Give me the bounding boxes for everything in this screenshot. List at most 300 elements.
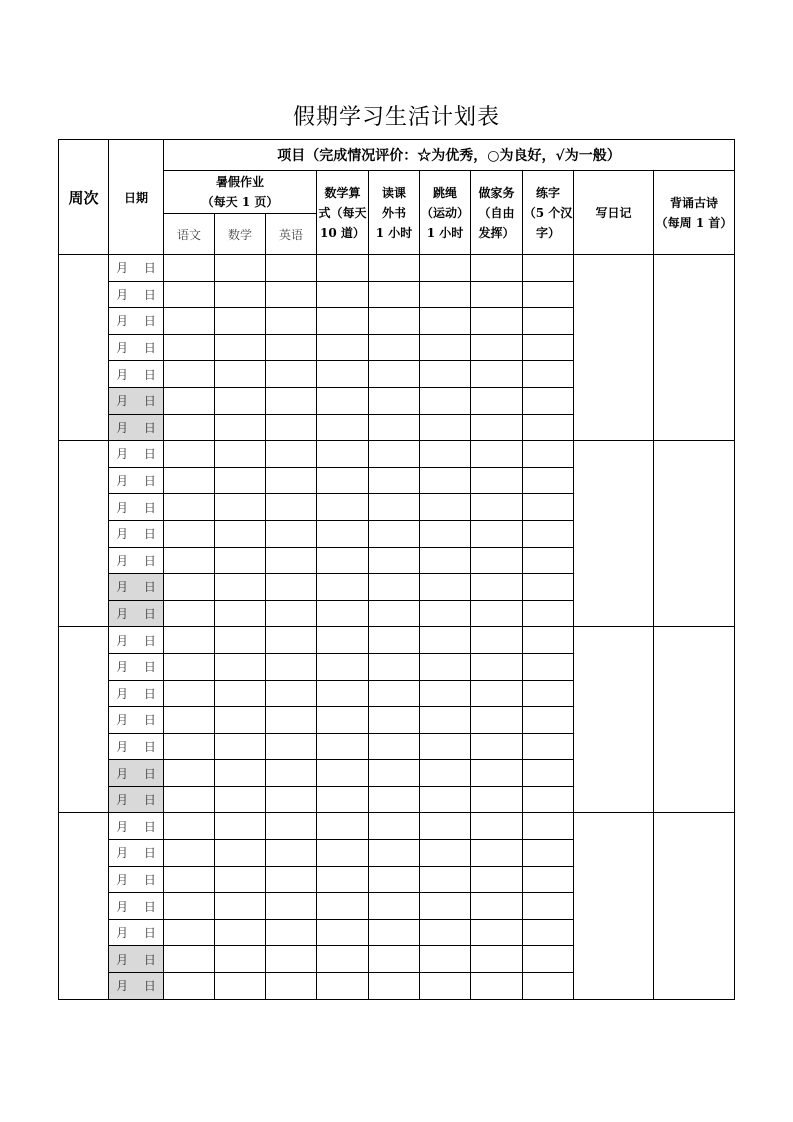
date-cell[interactable]: 月 日 xyxy=(109,840,164,867)
entry-cell[interactable] xyxy=(215,361,266,388)
entry-cell[interactable] xyxy=(420,680,471,707)
poem-cell[interactable] xyxy=(654,255,735,441)
entry-cell[interactable] xyxy=(471,520,523,547)
entry-cell[interactable] xyxy=(317,467,369,494)
header-jumprope-line2: （运动） xyxy=(420,205,469,220)
header-jumprope xyxy=(420,171,471,255)
entry-cell[interactable] xyxy=(164,973,215,1000)
entry-cell[interactable] xyxy=(471,255,523,282)
entry-cell[interactable] xyxy=(266,441,317,468)
entry-cell[interactable] xyxy=(523,255,574,282)
entry-cell[interactable] xyxy=(420,520,471,547)
entry-cell[interactable] xyxy=(471,786,523,813)
entry-cell[interactable] xyxy=(266,733,317,760)
entry-cell[interactable] xyxy=(523,733,574,760)
entry-cell[interactable] xyxy=(317,627,369,654)
entry-cell[interactable] xyxy=(266,893,317,920)
entry-cell[interactable] xyxy=(317,760,369,787)
entry-cell[interactable] xyxy=(164,574,215,601)
date-cell[interactable]: 月 日 xyxy=(109,919,164,946)
header-summer-homework-line2: （每天 1 页） xyxy=(201,195,279,209)
entry-cell[interactable] xyxy=(523,520,574,547)
entry-cell[interactable] xyxy=(317,813,369,840)
header-math-calc-line1: 数学算 xyxy=(324,185,361,200)
entry-cell[interactable] xyxy=(471,361,523,388)
entry-cell[interactable] xyxy=(266,361,317,388)
entry-cell[interactable] xyxy=(215,281,266,308)
date-cell[interactable]: 月 日 xyxy=(109,281,164,308)
entry-cell[interactable] xyxy=(164,255,215,282)
header-reading-line1: 读课 xyxy=(381,185,406,200)
entry-cell[interactable] xyxy=(471,733,523,760)
entry-cell[interactable] xyxy=(369,494,420,521)
entry-cell[interactable] xyxy=(164,840,215,867)
entry-cell[interactable] xyxy=(369,707,420,734)
entry-cell[interactable] xyxy=(369,441,420,468)
date-cell[interactable]: 月 日 xyxy=(109,866,164,893)
entry-cell[interactable] xyxy=(266,414,317,441)
header-calligraphy-line1: 练字 xyxy=(535,185,560,200)
entry-cell[interactable] xyxy=(215,973,266,1000)
entry-cell[interactable] xyxy=(369,467,420,494)
entry-cell[interactable] xyxy=(523,334,574,361)
entry-cell[interactable] xyxy=(266,946,317,973)
entry-cell[interactable] xyxy=(317,361,369,388)
entry-cell[interactable] xyxy=(164,919,215,946)
entry-cell[interactable] xyxy=(266,813,317,840)
week-cell[interactable] xyxy=(59,441,109,627)
entry-cell[interactable] xyxy=(266,627,317,654)
entry-cell[interactable] xyxy=(164,866,215,893)
entry-cell[interactable] xyxy=(266,255,317,282)
entry-cell[interactable] xyxy=(164,547,215,574)
entry-cell[interactable] xyxy=(215,893,266,920)
entry-cell[interactable] xyxy=(317,334,369,361)
entry-cell[interactable] xyxy=(215,387,266,414)
entry-cell[interactable] xyxy=(420,919,471,946)
entry-cell[interactable] xyxy=(317,520,369,547)
header-reading-line2: 外书 xyxy=(381,205,406,220)
entry-cell[interactable] xyxy=(523,387,574,414)
entry-cell[interactable] xyxy=(317,973,369,1000)
table-row xyxy=(59,813,735,840)
entry-cell[interactable] xyxy=(471,441,523,468)
table-row xyxy=(59,441,735,468)
entry-cell[interactable] xyxy=(164,414,215,441)
entry-cell[interactable] xyxy=(164,680,215,707)
date-cell[interactable]: 月 日 xyxy=(109,760,164,787)
header-math-calc-line3: 10 道） xyxy=(320,225,365,240)
entry-cell[interactable] xyxy=(523,919,574,946)
entry-cell[interactable] xyxy=(420,813,471,840)
entry-cell[interactable] xyxy=(523,574,574,601)
entry-cell[interactable] xyxy=(215,840,266,867)
date-cell[interactable]: 月 日 xyxy=(109,680,164,707)
entry-cell[interactable] xyxy=(266,308,317,335)
entry-cell[interactable] xyxy=(369,813,420,840)
header-date: 日期 xyxy=(109,140,164,255)
entry-cell[interactable] xyxy=(420,441,471,468)
entry-cell[interactable] xyxy=(266,334,317,361)
date-cell[interactable]: 月 日 xyxy=(109,547,164,574)
header-poem xyxy=(654,171,735,255)
entry-cell[interactable] xyxy=(369,840,420,867)
date-cell[interactable]: 月 日 xyxy=(109,574,164,601)
entry-cell[interactable] xyxy=(471,494,523,521)
entry-cell[interactable] xyxy=(266,520,317,547)
entry-cell[interactable] xyxy=(420,308,471,335)
entry-cell[interactable] xyxy=(317,680,369,707)
entry-cell[interactable] xyxy=(215,627,266,654)
entry-cell[interactable] xyxy=(369,281,420,308)
entry-cell[interactable] xyxy=(369,653,420,680)
date-cell[interactable]: 月 日 xyxy=(109,707,164,734)
entry-cell[interactable] xyxy=(317,600,369,627)
entry-cell[interactable] xyxy=(369,973,420,1000)
entry-cell[interactable] xyxy=(317,653,369,680)
entry-cell[interactable] xyxy=(215,680,266,707)
entry-cell[interactable] xyxy=(215,520,266,547)
entry-cell[interactable] xyxy=(215,946,266,973)
entry-cell[interactable] xyxy=(420,600,471,627)
entry-cell[interactable] xyxy=(317,866,369,893)
entry-cell[interactable] xyxy=(317,387,369,414)
entry-cell[interactable] xyxy=(523,973,574,1000)
entry-cell[interactable] xyxy=(164,760,215,787)
table-row xyxy=(59,255,735,282)
entry-cell[interactable] xyxy=(266,786,317,813)
entry-cell[interactable] xyxy=(420,786,471,813)
date-cell[interactable]: 月 日 xyxy=(109,361,164,388)
entry-cell[interactable] xyxy=(369,600,420,627)
entry-cell[interactable] xyxy=(164,387,215,414)
entry-cell[interactable] xyxy=(164,786,215,813)
entry-cell[interactable] xyxy=(317,946,369,973)
entry-cell[interactable] xyxy=(215,760,266,787)
entry-cell[interactable] xyxy=(369,919,420,946)
entry-cell[interactable] xyxy=(523,361,574,388)
entry-cell[interactable] xyxy=(317,733,369,760)
entry-cell[interactable] xyxy=(420,281,471,308)
entry-cell[interactable] xyxy=(523,627,574,654)
header-calligraphy-line3: 字） xyxy=(535,225,560,240)
date-cell[interactable]: 月 日 xyxy=(109,786,164,813)
entry-cell[interactable] xyxy=(164,441,215,468)
header-math-calc xyxy=(317,171,369,255)
entry-cell[interactable] xyxy=(420,627,471,654)
entry-cell[interactable] xyxy=(215,733,266,760)
entry-cell[interactable] xyxy=(369,520,420,547)
entry-cell[interactable] xyxy=(523,813,574,840)
entry-cell[interactable] xyxy=(471,387,523,414)
entry-cell[interactable] xyxy=(317,494,369,521)
entry-cell[interactable] xyxy=(523,893,574,920)
entry-cell[interactable] xyxy=(164,467,215,494)
entry-cell[interactable] xyxy=(215,414,266,441)
entry-cell[interactable] xyxy=(215,255,266,282)
entry-cell[interactable] xyxy=(420,387,471,414)
header-calligraphy-line2: （5 个汉 xyxy=(523,205,573,220)
entry-cell[interactable] xyxy=(420,467,471,494)
entry-cell[interactable] xyxy=(523,866,574,893)
entry-cell[interactable] xyxy=(471,973,523,1000)
entry-cell[interactable] xyxy=(369,680,420,707)
entry-cell[interactable] xyxy=(164,281,215,308)
entry-cell[interactable] xyxy=(471,281,523,308)
entry-cell[interactable] xyxy=(317,308,369,335)
date-cell[interactable]: 月 日 xyxy=(109,414,164,441)
entry-cell[interactable] xyxy=(164,893,215,920)
entry-cell[interactable] xyxy=(369,308,420,335)
entry-cell[interactable] xyxy=(164,627,215,654)
entry-cell[interactable] xyxy=(420,840,471,867)
entry-cell[interactable] xyxy=(317,255,369,282)
entry-cell[interactable] xyxy=(420,547,471,574)
entry-cell[interactable] xyxy=(471,627,523,654)
entry-cell[interactable] xyxy=(215,308,266,335)
entry-cell[interactable] xyxy=(369,255,420,282)
date-cell[interactable]: 月 日 xyxy=(109,733,164,760)
entry-cell[interactable] xyxy=(266,680,317,707)
date-cell[interactable]: 月 日 xyxy=(109,653,164,680)
entry-cell[interactable] xyxy=(215,547,266,574)
date-cell[interactable]: 月 日 xyxy=(109,973,164,1000)
header-reading-line3: 1 小时 xyxy=(375,225,413,240)
poem-cell[interactable] xyxy=(654,441,735,627)
entry-cell[interactable] xyxy=(523,308,574,335)
entry-cell[interactable] xyxy=(369,387,420,414)
entry-cell[interactable] xyxy=(523,946,574,973)
entry-cell[interactable] xyxy=(471,680,523,707)
entry-cell[interactable] xyxy=(317,441,369,468)
entry-cell[interactable] xyxy=(369,414,420,441)
date-cell[interactable]: 月 日 xyxy=(109,387,164,414)
entry-cell[interactable] xyxy=(523,547,574,574)
diary-cell[interactable] xyxy=(574,813,654,999)
date-cell[interactable]: 月 日 xyxy=(109,600,164,627)
entry-cell[interactable] xyxy=(215,600,266,627)
entry-cell[interactable] xyxy=(215,441,266,468)
entry-cell[interactable] xyxy=(369,361,420,388)
entry-cell[interactable] xyxy=(420,893,471,920)
entry-cell[interactable] xyxy=(523,467,574,494)
entry-cell[interactable] xyxy=(266,281,317,308)
entry-cell[interactable] xyxy=(317,840,369,867)
entry-cell[interactable] xyxy=(266,600,317,627)
header-chores-line3: 发挥） xyxy=(478,225,515,240)
entry-cell[interactable] xyxy=(164,733,215,760)
entry-cell[interactable] xyxy=(317,893,369,920)
entry-cell[interactable] xyxy=(164,494,215,521)
entry-cell[interactable] xyxy=(164,308,215,335)
entry-cell[interactable] xyxy=(164,707,215,734)
entry-cell[interactable] xyxy=(266,919,317,946)
entry-cell[interactable] xyxy=(266,653,317,680)
entry-cell[interactable] xyxy=(471,574,523,601)
entry-cell[interactable] xyxy=(317,281,369,308)
entry-cell[interactable] xyxy=(420,707,471,734)
diary-cell[interactable] xyxy=(574,255,654,441)
entry-cell[interactable] xyxy=(523,281,574,308)
entry-cell[interactable] xyxy=(523,680,574,707)
entry-cell[interactable] xyxy=(523,414,574,441)
diary-cell[interactable] xyxy=(574,441,654,627)
entry-cell[interactable] xyxy=(164,813,215,840)
poem-cell[interactable] xyxy=(654,627,735,813)
entry-cell[interactable] xyxy=(471,414,523,441)
entry-cell[interactable] xyxy=(471,308,523,335)
header-summer-homework-line1: 暑假作业 xyxy=(215,175,264,189)
entry-cell[interactable] xyxy=(369,627,420,654)
week-cell[interactable] xyxy=(59,255,109,441)
entry-cell[interactable] xyxy=(164,334,215,361)
entry-cell[interactable] xyxy=(215,574,266,601)
diary-cell[interactable] xyxy=(574,627,654,813)
entry-cell[interactable] xyxy=(420,361,471,388)
date-cell[interactable]: 月 日 xyxy=(109,627,164,654)
entry-cell[interactable] xyxy=(215,707,266,734)
entry-cell[interactable] xyxy=(266,494,317,521)
entry-cell[interactable] xyxy=(471,600,523,627)
entry-cell[interactable] xyxy=(471,893,523,920)
entry-cell[interactable] xyxy=(523,600,574,627)
entry-cell[interactable] xyxy=(266,547,317,574)
entry-cell[interactable] xyxy=(471,840,523,867)
date-cell[interactable]: 月 日 xyxy=(109,334,164,361)
entry-cell[interactable] xyxy=(369,786,420,813)
entry-cell[interactable] xyxy=(420,574,471,601)
header-chores-line1: 做家务 xyxy=(478,185,515,200)
entry-cell[interactable] xyxy=(266,467,317,494)
entry-cell[interactable] xyxy=(369,893,420,920)
entry-cell[interactable] xyxy=(369,946,420,973)
entry-cell[interactable] xyxy=(471,334,523,361)
entry-cell[interactable] xyxy=(266,973,317,1000)
entry-cell[interactable] xyxy=(266,387,317,414)
date-cell[interactable]: 月 日 xyxy=(109,494,164,521)
entry-cell[interactable] xyxy=(215,919,266,946)
entry-cell[interactable] xyxy=(266,840,317,867)
entry-cell[interactable] xyxy=(471,760,523,787)
entry-cell[interactable] xyxy=(266,707,317,734)
entry-cell[interactable] xyxy=(523,441,574,468)
date-cell[interactable]: 月 日 xyxy=(109,946,164,973)
entry-cell[interactable] xyxy=(215,786,266,813)
entry-cell[interactable] xyxy=(215,866,266,893)
entry-cell[interactable] xyxy=(420,255,471,282)
date-cell[interactable]: 月 日 xyxy=(109,893,164,920)
entry-cell[interactable] xyxy=(369,866,420,893)
entry-cell[interactable] xyxy=(266,866,317,893)
header-reading xyxy=(369,171,420,255)
entry-cell[interactable] xyxy=(215,494,266,521)
header-summer-homework xyxy=(164,171,317,214)
week-cell[interactable] xyxy=(59,627,109,813)
entry-cell[interactable] xyxy=(523,653,574,680)
date-cell[interactable]: 月 日 xyxy=(109,520,164,547)
entry-cell[interactable] xyxy=(369,733,420,760)
table-row xyxy=(59,627,735,654)
date-cell[interactable]: 月 日 xyxy=(109,441,164,468)
entry-cell[interactable] xyxy=(471,707,523,734)
header-project: 项目（完成情况评价：☆为优秀，○为良好，√为一般） xyxy=(164,140,735,171)
entry-cell[interactable] xyxy=(471,467,523,494)
entry-cell[interactable] xyxy=(317,707,369,734)
page-title: 假期学习生活计划表 xyxy=(292,105,500,130)
entry-cell[interactable] xyxy=(420,973,471,1000)
entry-cell[interactable] xyxy=(164,653,215,680)
entry-cell[interactable] xyxy=(369,760,420,787)
date-cell[interactable]: 月 日 xyxy=(109,308,164,335)
entry-cell[interactable] xyxy=(420,733,471,760)
entry-cell[interactable] xyxy=(164,361,215,388)
entry-cell[interactable] xyxy=(369,574,420,601)
header-week: 周次 xyxy=(59,140,109,255)
entry-cell[interactable] xyxy=(266,574,317,601)
entry-cell[interactable] xyxy=(471,866,523,893)
entry-cell[interactable] xyxy=(523,707,574,734)
entry-cell[interactable] xyxy=(523,786,574,813)
entry-cell[interactable] xyxy=(471,946,523,973)
header-chinese: 语文 xyxy=(164,214,215,255)
entry-cell[interactable] xyxy=(317,414,369,441)
entry-cell[interactable] xyxy=(420,760,471,787)
entry-cell[interactable] xyxy=(369,334,420,361)
entry-cell[interactable] xyxy=(164,520,215,547)
entry-cell[interactable] xyxy=(317,547,369,574)
header-math: 数学 xyxy=(215,214,266,255)
entry-cell[interactable] xyxy=(369,547,420,574)
entry-cell[interactable] xyxy=(164,600,215,627)
entry-cell[interactable] xyxy=(420,414,471,441)
date-cell[interactable]: 月 日 xyxy=(109,467,164,494)
entry-cell[interactable] xyxy=(420,866,471,893)
entry-cell[interactable] xyxy=(317,786,369,813)
entry-cell[interactable] xyxy=(215,467,266,494)
header-chores xyxy=(471,171,523,255)
entry-cell[interactable] xyxy=(523,760,574,787)
plan-table xyxy=(58,139,735,1000)
header-calligraphy xyxy=(523,171,574,255)
entry-cell[interactable] xyxy=(420,334,471,361)
entry-cell[interactable] xyxy=(266,760,317,787)
entry-cell[interactable] xyxy=(420,653,471,680)
header-poem-line1: 背诵古诗 xyxy=(669,195,718,210)
date-cell[interactable]: 月 日 xyxy=(109,813,164,840)
entry-cell[interactable] xyxy=(471,547,523,574)
entry-cell[interactable] xyxy=(164,946,215,973)
entry-cell[interactable] xyxy=(471,813,523,840)
week-cell[interactable] xyxy=(59,813,109,999)
header-math-calc-line2: 式（每天 xyxy=(318,205,367,220)
date-cell[interactable]: 月 日 xyxy=(109,255,164,282)
entry-cell[interactable] xyxy=(420,494,471,521)
entry-cell[interactable] xyxy=(317,574,369,601)
entry-cell[interactable] xyxy=(317,919,369,946)
header-poem-line2: （每周 1 首） xyxy=(655,215,733,230)
entry-cell[interactable] xyxy=(215,334,266,361)
entry-cell[interactable] xyxy=(523,494,574,521)
header-diary: 写日记 xyxy=(574,171,654,255)
header-jumprope-line3: 1 小时 xyxy=(426,225,464,240)
entry-cell[interactable] xyxy=(215,653,266,680)
entry-cell[interactable] xyxy=(523,840,574,867)
entry-cell[interactable] xyxy=(471,919,523,946)
entry-cell[interactable] xyxy=(420,946,471,973)
entry-cell[interactable] xyxy=(215,813,266,840)
entry-cell[interactable] xyxy=(471,653,523,680)
poem-cell[interactable] xyxy=(654,813,735,999)
